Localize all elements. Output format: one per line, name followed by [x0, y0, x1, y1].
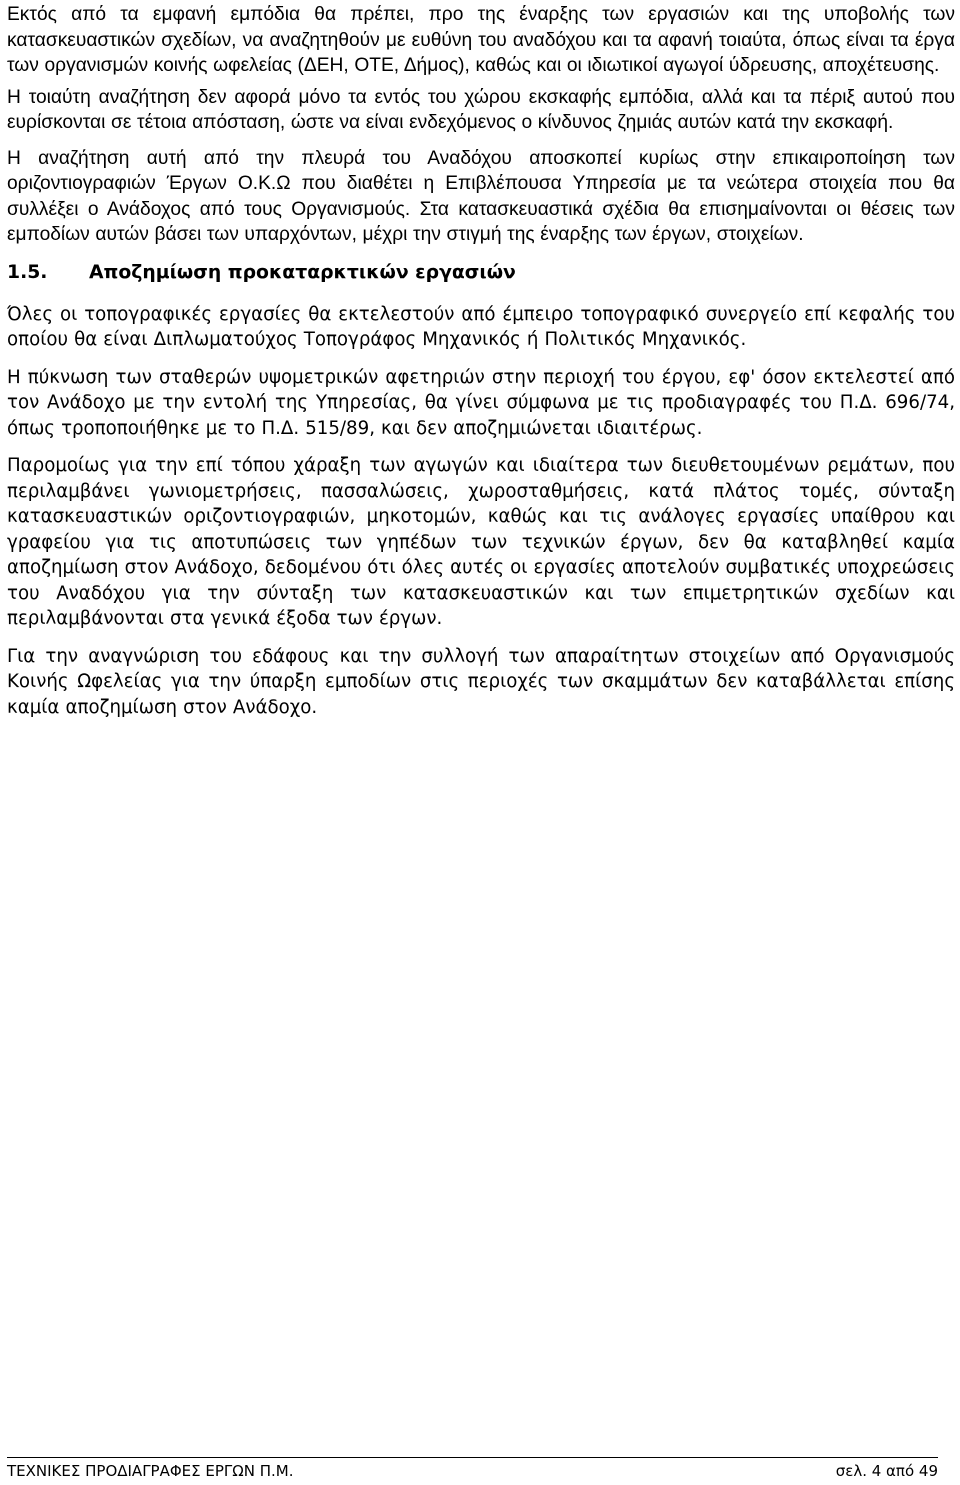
document-page — [7, 2, 955, 720]
paragraph-ground-recognition: Για την αναγνώριση του εδάφους και την συλλογή των απαραίτητων στοιχείων από Οργανισμούς Κοινής Ωφελείας για την ύπαρξη εμποδίων στις περιοχές των σκαμμάτων δεν καταβάλλεται επίσης καμία αποζημίωση στον Ανάδοχο. — [7, 645, 955, 718]
footer-document-title: ΤΕΧΝΙΚΕΣ ΠΡΟΔΙΑΓΡΑΦΕΣ ΕΡΓΩΝ Π.Μ. — [7, 1462, 294, 1480]
paragraph-setting-out: Παρομοίως για την επί τόπου χάραξη των αγωγών και ιδιαίτερα των διευθετουμένων ρεμάτων, που περιλαμβάνει γωνιομετρήσεις, πασσαλώσεις, χωροσταθμήσεις, κατά πλάτος τομές, σύνταξη κατασκευαστικών οριζοντιογραφιών, μηκοτομών, καθώς και τις ανάλογες εργασίες υπαίθρου και γραφείου για τις αποτυπώσεις των γηπέδων των τεχνικών έργων, δεν θα καταβληθεί καμία αποζημίωση στον Ανάδοχο, δεδομένου ότι όλες αυτές οι εργασίες αποτελούν συμβατικές υποχρεώσεις του Αναδόχου για την σύνταξη των κατασκευαστικών και των επιμετρητικών σχεδίων και περιλαμβάνονται στα γενικά έξοδα των έργων. — [7, 455, 955, 629]
paragraph-hidden-obstacles: Εκτός από τα εμφανή εμπόδια θα πρέπει, προ της έναρξης των εργασιών και της υποβολής των κατασκευαστικών σχεδίων, να αναζητηθούν με ευθύνη του αναδόχου και τα αφανή τοιαύτα, όπως είναι τα έργα των οργανισμών κοινής ωφελείας (ΔΕΗ, ΟΤΕ, Δήμος), καθώς και οι ιδιωτικοί αγωγοί ύδρευσης, αποχέτευσης. — [7, 4, 955, 76]
paragraph-benchmark-densification: Η πύκνωση των σταθερών υψομετρικών αφετηριών στην περιοχή του έργου, εφ' όσον εκτελεστεί από τον Ανάδοχο με την εντολή της Υπηρεσίας, θα γίνει σύμφωνα με τις προδιαγραφές του Π.Δ. 696/74, όπως τροποποιήθηκε με το Π.Δ. 515/89, και δεν αποζημιώνεται ιδιαιτέρως. — [7, 366, 955, 439]
footer-page-number: σελ. 4 από 49 — [835, 1462, 938, 1480]
section-heading — [7, 260, 955, 286]
paragraph-surveying-team: Όλες οι τοπογραφικές εργασίες θα εκτελεστούν από έμπειρο τοπογραφικό συνεργείο επί κεφαλής του οποίου θα είναι Διπλωματούχος Τοπογράφος Μηχανικός ή Πολιτικός Μηχανικός. — [7, 303, 955, 350]
paragraph-search-purpose: Η αναζήτηση αυτή από την πλευρά του Αναδόχου αποσκοπεί κυρίως στην επικαιροποίηση των οριζοντιογραφιών Έργων Ο.Κ.Ω που διαθέτει η Επιβλέπουσα Υπηρεσία με τα νεώτερα στοιχεία που θα συλλέξει ο Ανάδοχος από τους Οργανισμούς. Στα κατασκευαστικά σχέδια θα επισημαίνονται οι θέσεις των εμποδίων αυτών βάσει των υπαρχόντων, μέχρι την στιγμή της έναρξης των έργων, στοιχείων. — [7, 147, 955, 245]
page-footer — [7, 1457, 938, 1481]
paragraph-search-scope: Η τοιαύτη αναζήτηση δεν αφορά μόνο τα εντός του χώρου εκσκαφής εμπόδια, αλλά και τα πέριξ αυτού που ευρίσκονται σε τέτοια απόσταση, ώστε να είναι ενδεχόμενος ο κίνδυνος ζημιάς αυτών κατά την εκσκαφή. — [7, 86, 955, 133]
section-title: Αποζημίωση προκαταρκτικών εργασιών — [89, 261, 516, 283]
section-number: 1.5. — [7, 261, 48, 283]
